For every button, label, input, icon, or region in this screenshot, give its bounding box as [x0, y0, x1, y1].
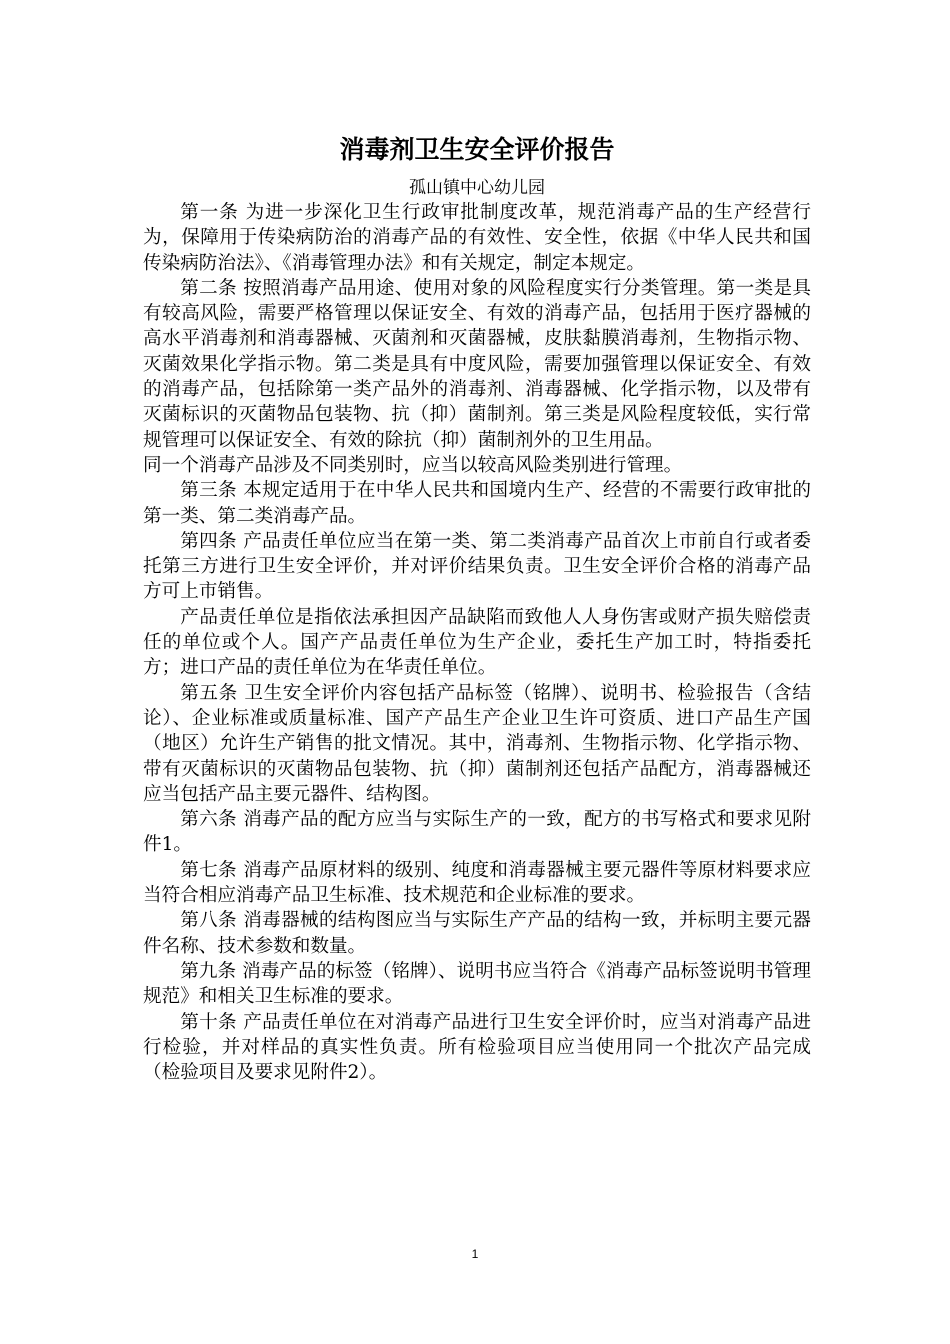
- paragraph-11: 第九条 消毒产品的标签（铭牌）、说明书应当符合《消毒产品标签说明书管理规范》和相关卫生标准的要求。: [143, 960, 811, 1008]
- document-content: [143, 128, 811, 1085]
- document-body: [143, 200, 811, 1085]
- paragraph-3: 同一个消毒产品涉及不同类别时，应当以较高风险类别进行管理。: [143, 454, 683, 476]
- paragraph-12: 第十条 产品责任单位在对消毒产品进行卫生安全评价时，应当对消毒产品进行检验，并对样品的真实性负责。所有检验项目应当使用同一个批次产品完成（检验项目及要求见附件2）。: [143, 1011, 811, 1084]
- paragraph-5: 第四条 产品责任单位应当在第一类、第二类消毒产品首次上市前自行或者委托第三方进行卫生安全评价，并对评价结果负责。卫生安全评价合格的消毒产品方可上市销售。: [143, 530, 811, 603]
- paragraph-8: 第六条 消毒产品的配方应当与实际生产的一致，配方的书写格式和要求见附件1。: [143, 809, 811, 856]
- paragraph-10: 第八条 消毒器械的结构图应当与实际生产产品的结构一致，并标明主要元器件名称、技术参数和数量。: [143, 910, 811, 957]
- paragraph-2: 第二条 按照消毒产品用途、使用对象的风险程度实行分类管理。第一类是具有较高风险，需要严格管理以保证安全、有效的消毒产品，包括用于医疗器械的高水平消毒剂和消毒器械、灭菌剂和灭菌器械，皮肤黏膜消毒剂，生物指示物、灭菌效果化学指示物。第二类是具有中度风险，需要加强管理以保证安全、有效的消毒产品，包括除第一类产品外的消毒剂、消毒器械、化学指示物，以及带有灭菌标识的灭菌物品包装物、抗（抑）菌制剂。第三类是风险程度较低，实行常规管理可以保证安全、有效的除抗（抑）菌制剂外的卫生用品。: [143, 277, 811, 451]
- paragraph-4: 第三条 本规定适用于在中华人民共和国境内生产、经营的不需要行政审批的第一类、第二类消毒产品。: [143, 480, 811, 527]
- paragraph-9: 第七条 消毒产品原材料的级别、纯度和消毒器械主要元器件等原材料要求应当符合相应消毒产品卫生标准、技术规范和企业标准的要求。: [143, 859, 811, 907]
- paragraph-7: 第五条 卫生安全评价内容包括产品标签（铭牌）、说明书、检验报告（含结论）、企业标准或质量标准、国产产品生产企业卫生许可资质、进口产品生产国（地区）允许生产销售的批文情况。其中，消毒剂、生物指示物、化学指示物、带有灭菌标识的灭菌物品包装物、抗（抑）菌制剂还包括产品配方，消毒器械还应当包括产品主要元器件、结构图。: [143, 682, 811, 805]
- page-number: 1: [471, 1247, 479, 1261]
- paragraph-6: 产品责任单位是指依法承担因产品缺陷而致他人人身伤害或财产损失赔偿责任的单位或个人。国产产品责任单位为生产企业，委托生产加工时，特指委托方；进口产品的责任单位为在华责任单位。: [143, 606, 811, 679]
- paragraph-1: 第一条 为进一步深化卫生行政审批制度改革，规范消毒产品的生产经营行为，保障用于传染病防治的消毒产品的有效性、安全性，依据《中华人民共和国传染病防治法》、《消毒管理办法》和有关规定，制定本规定。: [143, 202, 811, 274]
- document-author: 孤山镇中心幼儿园: [409, 178, 545, 198]
- document-title: 消毒剂卫生安全评价报告: [339, 135, 615, 164]
